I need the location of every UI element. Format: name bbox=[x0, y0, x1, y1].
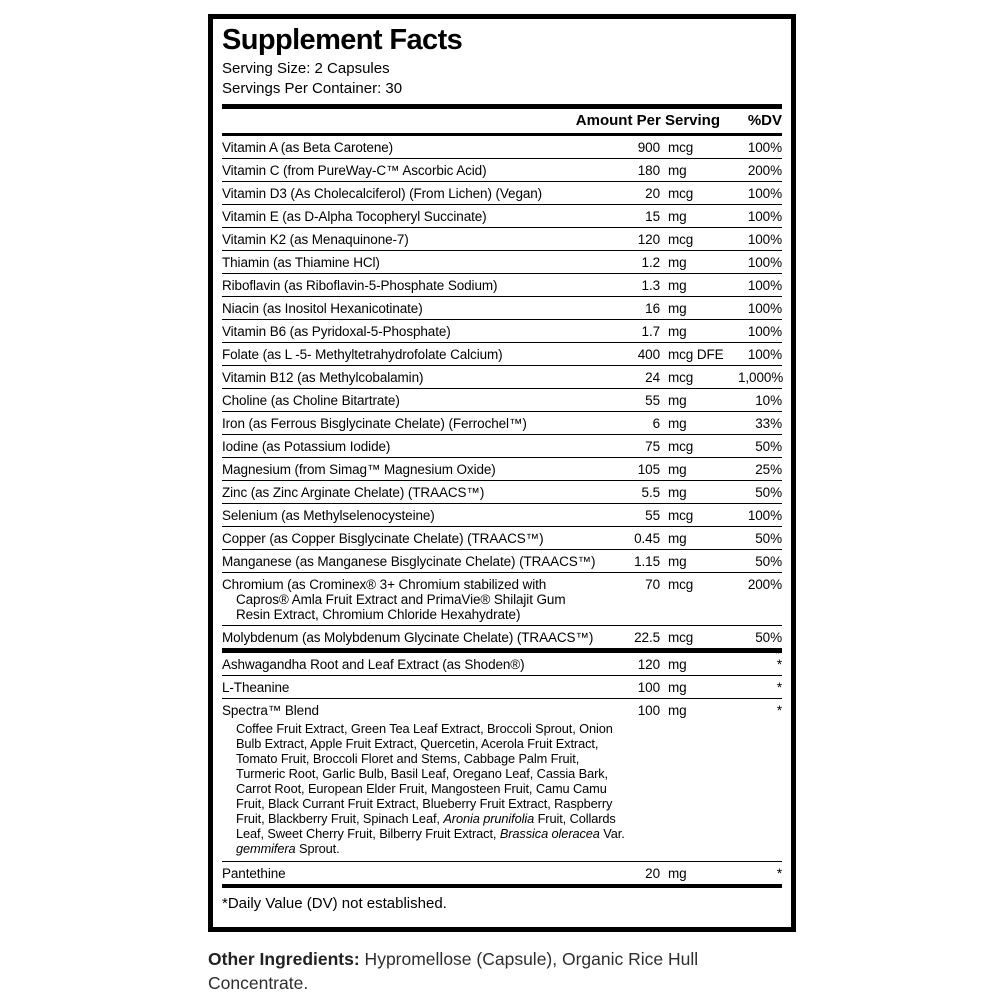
dv-value: 100% bbox=[747, 255, 782, 270]
table-header bbox=[222, 109, 782, 133]
nutrient-name: Copper (as Copper Bisglycinate Chelate) (TRAACS™) bbox=[222, 531, 544, 546]
amount-value: 105 bbox=[637, 462, 660, 477]
amount-value: 120 bbox=[637, 232, 660, 247]
amount-value: 120 bbox=[637, 657, 660, 672]
dv-value: 100% bbox=[747, 278, 782, 293]
dv-value: 200% bbox=[747, 577, 782, 592]
amount-unit: mg bbox=[668, 416, 687, 431]
amount-unit: mcg bbox=[668, 630, 694, 645]
supplement-row bbox=[222, 251, 782, 274]
amount-value: 20 bbox=[645, 186, 660, 201]
supplement-row bbox=[222, 228, 782, 251]
other-ingredients-label: Other Ingredients: bbox=[208, 949, 360, 969]
supplement-row bbox=[222, 412, 782, 435]
supplement-row bbox=[222, 648, 782, 676]
supplement-row bbox=[222, 389, 782, 412]
supplement-row bbox=[222, 862, 782, 884]
amount-unit: mg bbox=[668, 866, 687, 881]
nutrient-name: Vitamin E (as D-Alpha Tocopheryl Succinate) bbox=[222, 209, 487, 224]
amount-value: 1.2 bbox=[641, 255, 660, 270]
amount-value: 1.15 bbox=[634, 554, 660, 569]
nutrient-name: Iodine (as Potassium Iodide) bbox=[222, 439, 391, 454]
amount-unit: mg bbox=[668, 163, 687, 178]
nutrient-name: Vitamin B12 (as Methylcobalamin) bbox=[222, 370, 424, 385]
amount-unit: mg bbox=[668, 209, 687, 224]
dv-value: 33% bbox=[755, 416, 782, 431]
amount-value: 22.5 bbox=[634, 630, 660, 645]
dv-footnote: *Daily Value (DV) not established. bbox=[222, 895, 447, 912]
amount-value: 55 bbox=[645, 393, 660, 408]
nutrient-name: Choline (as Choline Bitartrate) bbox=[222, 393, 400, 408]
nutrient-name: Molybdenum (as Molybdenum Glycinate Chelate) (TRAACS™) bbox=[222, 630, 594, 645]
serving-size: Serving Size: 2 Capsules bbox=[222, 60, 390, 77]
nutrient-name: Chromium (as Crominex® 3+ Chromium stabilized with Capros® Amla Fruit Extract and PrimaVie® Shilajit Gum Resin Extract, Chromium Chloride Hexahydrate) bbox=[222, 577, 566, 622]
nutrient-name: Pantethine bbox=[222, 866, 286, 881]
amount-per-serving-header: Amount Per Serving bbox=[575, 112, 720, 129]
amount-unit: mg bbox=[668, 324, 687, 339]
amount-value: 100 bbox=[637, 680, 660, 695]
panel-title: Supplement Facts bbox=[222, 24, 463, 56]
other-ingredients-text: Hypromellose (Capsule), Organic Rice Hull Concentrate. bbox=[208, 949, 699, 993]
amount-unit: mcg bbox=[668, 370, 694, 385]
supplement-row bbox=[222, 205, 782, 228]
nutrient-name: Vitamin B6 (as Pyridoxal-5-Phosphate) bbox=[222, 324, 451, 339]
amount-unit: mg bbox=[668, 703, 687, 718]
dv-value: 100% bbox=[747, 508, 782, 523]
servings-per-container: Servings Per Container: 30 bbox=[222, 80, 403, 97]
amount-unit: mcg bbox=[668, 439, 694, 454]
bar-asterisk: * bbox=[775, 646, 780, 661]
dv-value: 50% bbox=[755, 554, 782, 569]
amount-value: 1.7 bbox=[641, 324, 660, 339]
amount-unit: mg bbox=[668, 393, 687, 408]
amount-value: 24 bbox=[645, 370, 660, 385]
supplement-row bbox=[222, 182, 782, 205]
nutrient-name: Selenium (as Methylselenocysteine) bbox=[222, 508, 435, 523]
nutrient-name: L-Theanine bbox=[222, 680, 290, 695]
dv-header: %DV bbox=[747, 112, 782, 129]
blend-ingredients: Coffee Fruit Extract, Green Tea Leaf Extract, Broccoli Sprout, Onion Bulb Extract, Apple Fruit Extract, Quercetin, Acerola Fruit Extract, Tomato Fruit, Broccoli Floret and Stems, Cabbage Palm Fruit, Turmeric Root, Garlic Bulb, Basil Leaf, Oregano Leaf, Cassia Bark, Carrot Root, European Elder Fruit, Mangosteen Fruit, Camu Camu Fruit, Black Currant Fruit Extract, Blueberry Fruit Extract, Raspberry Fruit, Blackberry Fruit, Spinach Leaf, Aronia prunifolia Fruit, Collards Leaf, Sweet Cherry Fruit, Bilberry Fruit Extract, Brassica oleracea Var. gemmifera Sprout. bbox=[236, 721, 625, 856]
supplement-row bbox=[222, 527, 782, 550]
supplement-row bbox=[222, 626, 782, 648]
supplement-row bbox=[222, 274, 782, 297]
amount-unit: mg bbox=[668, 255, 687, 270]
amount-unit: mg bbox=[668, 278, 687, 293]
amount-unit: mg bbox=[668, 301, 687, 316]
supplement-row bbox=[222, 481, 782, 504]
nutrient-table bbox=[222, 136, 782, 884]
amount-unit: mg bbox=[668, 485, 687, 500]
nutrient-name: Iron (as Ferrous Bisglycinate Chelate) (Ferrochel™) bbox=[222, 416, 527, 431]
other-ingredients bbox=[208, 947, 773, 995]
amount-value: 5.5 bbox=[641, 485, 660, 500]
dv-value: 100% bbox=[747, 347, 782, 362]
supplement-row bbox=[222, 573, 782, 626]
amount-unit: mcg bbox=[668, 140, 694, 155]
dv-value: 50% bbox=[755, 439, 782, 454]
amount-value: 55 bbox=[645, 508, 660, 523]
amount-unit: mcg bbox=[668, 508, 694, 523]
dv-value: * bbox=[776, 680, 782, 695]
amount-value: 180 bbox=[637, 163, 660, 178]
nutrient-name: Riboflavin (as Riboflavin-5-Phosphate Sodium) bbox=[222, 278, 498, 293]
dv-value: 100% bbox=[747, 186, 782, 201]
supplement-row bbox=[222, 550, 782, 573]
dv-value: 25% bbox=[755, 462, 782, 477]
dv-value: 50% bbox=[755, 630, 782, 645]
supplement-row bbox=[222, 159, 782, 182]
amount-unit: mcg bbox=[668, 577, 694, 592]
dv-value: 100% bbox=[747, 140, 782, 155]
amount-value: 0.45 bbox=[634, 531, 660, 546]
dv-value: 50% bbox=[755, 485, 782, 500]
nutrient-name: Folate (as L -5- Methyltetrahydrofolate Calcium) bbox=[222, 347, 503, 362]
supplement-row bbox=[222, 297, 782, 320]
amount-unit: mcg bbox=[668, 186, 694, 201]
dv-value: 100% bbox=[747, 324, 782, 339]
nutrient-name: Manganese (as Manganese Bisglycinate Chelate) (TRAACS™) bbox=[222, 554, 596, 569]
amount-unit: mcg DFE bbox=[668, 347, 724, 362]
dv-value: * bbox=[776, 657, 782, 672]
amount-value: 70 bbox=[645, 577, 660, 592]
dv-value: 100% bbox=[747, 209, 782, 224]
nutrient-name: Thiamin (as Thiamine HCl) bbox=[222, 255, 380, 270]
amount-value: 400 bbox=[637, 347, 660, 362]
dv-value: 200% bbox=[747, 163, 782, 178]
amount-unit: mg bbox=[668, 680, 687, 695]
dv-value: 1,000% bbox=[738, 370, 784, 385]
nutrient-name: Ashwagandha Root and Leaf Extract (as Shoden®) bbox=[222, 657, 525, 672]
supplement-row bbox=[222, 458, 782, 481]
amount-unit: mg bbox=[668, 657, 687, 672]
supplement-row bbox=[222, 504, 782, 527]
nutrient-name: Spectra™ Blend bbox=[222, 703, 319, 718]
nutrient-name: Vitamin D3 (As Cholecalciferol) (From Lichen) (Vegan) bbox=[222, 186, 543, 201]
dv-value: 10% bbox=[755, 393, 782, 408]
amount-value: 20 bbox=[645, 866, 660, 881]
supplement-row bbox=[222, 320, 782, 343]
nutrient-name: Vitamin K2 (as Menaquinone-7) bbox=[222, 232, 409, 247]
nutrient-name: Magnesium (from Simag™ Magnesium Oxide) bbox=[222, 462, 496, 477]
supplement-row bbox=[222, 136, 782, 159]
dv-value: * bbox=[776, 866, 782, 881]
amount-value: 75 bbox=[645, 439, 660, 454]
dv-value: 50% bbox=[755, 531, 782, 546]
amount-value: 1.3 bbox=[641, 278, 660, 293]
dv-value: 100% bbox=[747, 232, 782, 247]
supplement-row bbox=[222, 699, 782, 862]
supplement-row bbox=[222, 366, 782, 389]
amount-value: 16 bbox=[645, 301, 660, 316]
amount-unit: mg bbox=[668, 462, 687, 477]
amount-value: 900 bbox=[637, 140, 660, 155]
nutrient-name: Vitamin C (from PureWay-C™ Ascorbic Acid) bbox=[222, 163, 487, 178]
dv-value: * bbox=[776, 703, 782, 718]
dv-value: 100% bbox=[747, 301, 782, 316]
supplement-row bbox=[222, 435, 782, 458]
supplement-row bbox=[222, 343, 782, 366]
supplement-facts-panel bbox=[208, 14, 796, 932]
amount-value: 15 bbox=[645, 209, 660, 224]
supplement-row bbox=[222, 676, 782, 699]
amount-value: 6 bbox=[652, 416, 660, 431]
amount-value: 100 bbox=[637, 703, 660, 718]
amount-unit: mg bbox=[668, 531, 687, 546]
nutrient-name: Zinc (as Zinc Arginate Chelate) (TRAACS™) bbox=[222, 485, 485, 500]
amount-unit: mcg bbox=[668, 232, 694, 247]
nutrient-name: Niacin (as Inositol Hexanicotinate) bbox=[222, 301, 423, 316]
amount-unit: mg bbox=[668, 554, 687, 569]
nutrient-name: Vitamin A (as Beta Carotene) bbox=[222, 140, 394, 155]
